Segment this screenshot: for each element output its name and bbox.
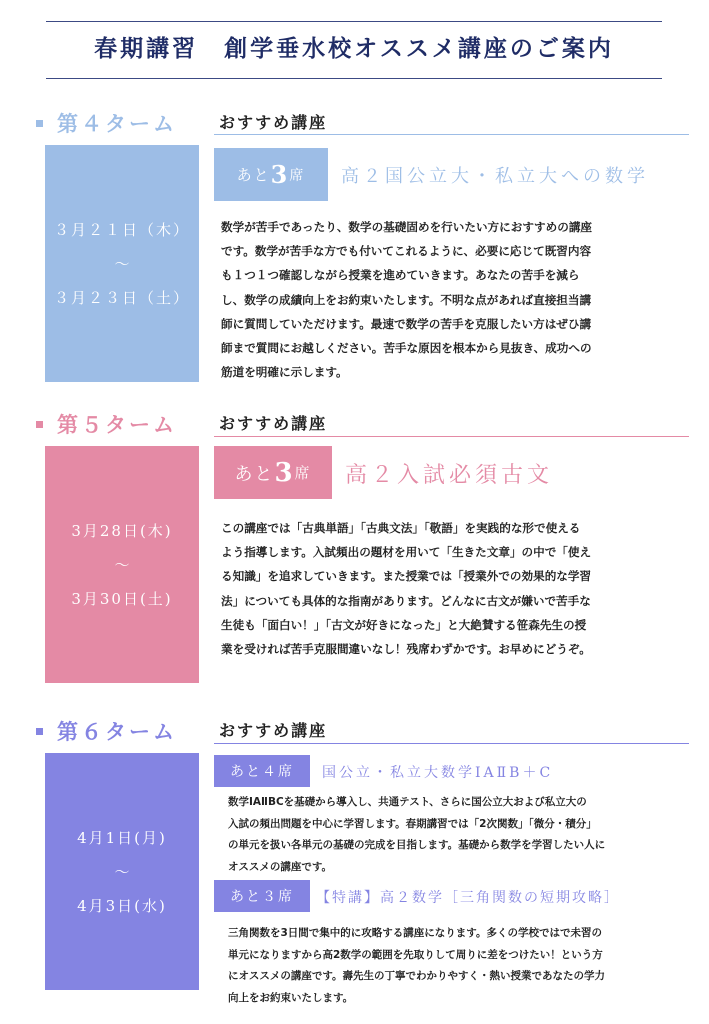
desc-line: 向上をお約束いたします。 <box>228 991 354 1004</box>
term4-seats-badge <box>214 148 328 201</box>
desc-line: し、数学の成績向上をお約束いたします。不明な点があれば直接担当講 <box>221 292 592 307</box>
term4-date-block <box>45 145 199 382</box>
desc-line: 数学が苦手であったり、数学の基礎固めを行いたい方におすすめの講座 <box>221 220 593 234</box>
term6-date-block <box>45 753 199 990</box>
term6-recommend-label: おすすめ講座 <box>219 721 328 740</box>
term5-date-end: 3月30日(土) <box>71 590 173 608</box>
seats-prefix: あと <box>234 463 275 485</box>
term5-seats-badge <box>214 446 332 499</box>
header-rule-top <box>46 21 662 22</box>
term4-label: 第４ターム <box>57 111 177 136</box>
term5-bullet-icon <box>36 421 43 428</box>
term5-date-tilde: ～ <box>114 556 130 574</box>
page-title: 春期講習 創学垂水校オススメ講座のご案内 <box>94 35 614 62</box>
desc-line: にオススメの講座です。壽先生の丁寧でわかりやすく・熱い授業であなたの学力 <box>228 970 606 982</box>
term4-recommend-rule <box>214 134 689 135</box>
desc-line: 師に質問していただけます。最速で数学の苦手を克服したい方はぜひ講 <box>221 316 592 331</box>
desc-line: よう指導します。入試頻出の題材を用いて「生きた文章」の中で「使え <box>221 545 592 560</box>
term4-date-start: ３月２１日（木） <box>53 221 190 239</box>
desc-line: 単元になりますから高2数学の範囲を先取りして周りに差をつけたい！という方 <box>228 948 603 961</box>
term5-header <box>36 409 177 439</box>
term5-course-description <box>221 516 591 661</box>
term4-course-title: 高２国公立大・私立大への数学 <box>341 166 649 187</box>
header-rule-bottom <box>46 78 662 79</box>
seats-number: 3 <box>274 457 295 488</box>
term5-recommend-rule <box>214 436 689 437</box>
desc-line: も１つ１つ確認しながら授業を進めていきます。あなたの苦手を減ら <box>221 268 580 283</box>
desc-line: 入試の頻出問題を中心に学習します。春期講習では「2次関数」「微分・積分」 <box>228 817 597 830</box>
term5-date-start: 3月28日(木) <box>71 522 173 540</box>
desc-line: 筋道を明確に示します。 <box>221 365 348 380</box>
desc-line: の単元を扱い各単元の基礎の完成を目指します。基礎から数学を学習したい人に <box>228 839 606 851</box>
term5-recommend-label: おすすめ講座 <box>219 414 328 433</box>
term4-date-end: ３月２３日（土） <box>53 289 190 307</box>
desc-line: 業を受ければ苦手克服間違いなし！残席わずかです。お早めにどうぞ。 <box>221 642 591 657</box>
desc-line: 生徒も「面白い！」「古文が好きになった」と大絶賛する笹森先生の授 <box>221 617 587 632</box>
term6-course1-title: 国公立・私立大数学ⅠAⅡB＋C <box>322 765 554 781</box>
term6-label: 第６ターム <box>57 719 177 744</box>
term6-bullet-icon <box>36 728 43 735</box>
term6-header <box>36 716 177 746</box>
desc-line: オススメの講座です。 <box>228 860 333 873</box>
term4-date-tilde: ～ <box>114 255 130 273</box>
term6-course1-seats-badge: あと４席 <box>214 755 310 787</box>
seats-suffix: 席 <box>289 167 306 184</box>
term6-date-start: 4月1日(月) <box>77 829 167 847</box>
term6-course2-description <box>228 923 605 1009</box>
desc-line: この講座では「古典単語」「古典文法」「敬語」を実践的な形で使える <box>221 521 581 535</box>
desc-line: 三角関数を3日間で集中的に攻略する講座になります。多くの学校ではで未習の <box>228 927 602 939</box>
seats-suffix: 席 <box>294 464 312 482</box>
desc-line: 師まで質問にお越しください。苦手な原因を根本から見抜き、成功への <box>221 341 592 356</box>
term4-header <box>36 108 177 138</box>
desc-line: です。数学が苦手な方でも付いてこれるように、必要に応じて既習内容 <box>221 244 592 259</box>
desc-line: 法」についても具体的な指南があります。どんなに古文が嫌いで苦手な <box>221 593 591 608</box>
term4-recommend-label: おすすめ講座 <box>219 113 328 132</box>
term6-course2-seats-badge: あと３席 <box>214 880 310 912</box>
desc-line: る知識」を追求していきます。また授業では「授業外での効果的な学習 <box>221 569 592 584</box>
term5-label: 第５ターム <box>57 412 177 437</box>
term6-recommend-rule <box>214 743 689 744</box>
term6-date-tilde: ～ <box>114 863 130 881</box>
term5-date-block <box>45 446 199 683</box>
seats-prefix: あと <box>236 166 271 184</box>
term6-course2-title: 【特講】高２数学［三角関数の短期攻略］ <box>316 890 620 906</box>
term6-date-end: 4月3日(水) <box>77 897 167 915</box>
seats-number: 3 <box>270 160 290 189</box>
term5-course-title: 高２入試必須古文 <box>345 463 554 488</box>
term4-course-description <box>221 215 592 384</box>
term6-course1-description <box>228 792 605 878</box>
desc-line: 数学ⅠAⅡBCを基礎から導入し、共通テスト、さらに国公立大および私立大の <box>228 796 587 808</box>
term4-bullet-icon <box>36 120 43 127</box>
